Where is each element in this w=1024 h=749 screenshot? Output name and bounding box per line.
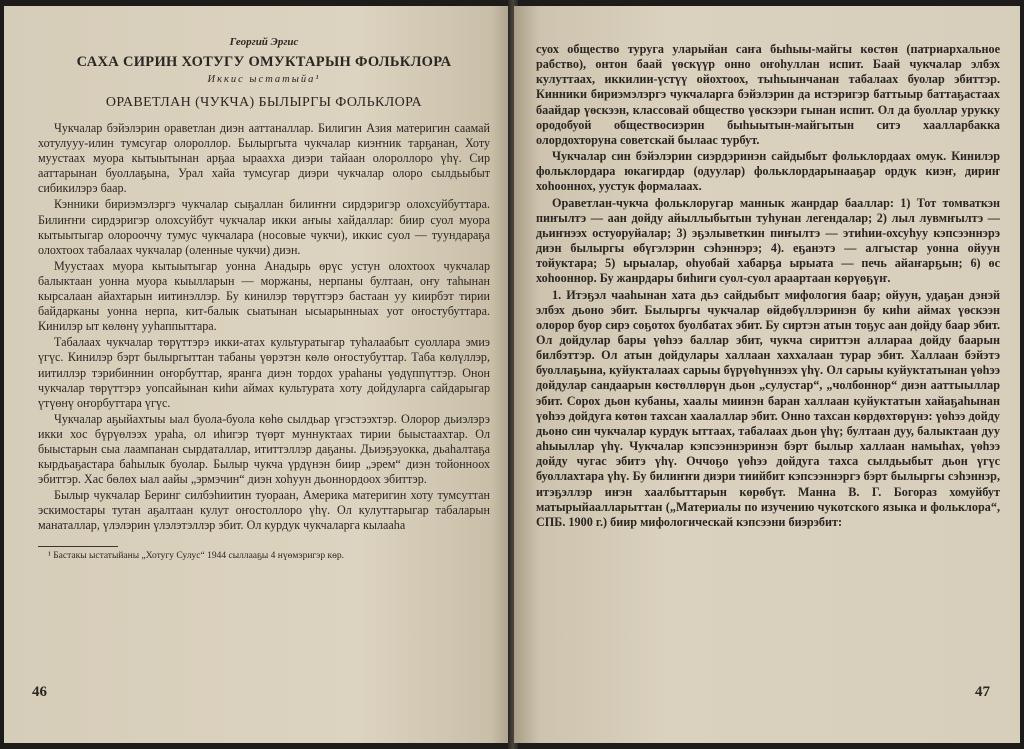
- page-number: 46: [32, 684, 47, 700]
- footnote-divider: [38, 546, 118, 547]
- paragraph: Чукчалар аҕыйахтыы ыал буола-буола көһө сылдьар үгэстээхтэр. Олорор дьиэлэрэ икки хос бүрүөлээх ураһа, ол иһигэр түөрт муннуктаах тирии быыстаахтар. Ол быыстарын сыа лаампанан сырдаталлар, ититтэллэр даҕаны. Дьиэҕэуокка, дьаһалтаҕа кырдьаҕастара баһылык буолар. Былыр чукча үрдүнэн бииp „эрем“ диэн тойонноох эбиттэр. Хас бөлөх ыал аайы „эрмэчин“ диэн хоһуун дьоннордоох эбиттэр.: [38, 411, 490, 487]
- author-name: Георгий Эргис: [229, 36, 299, 48]
- paragraph: Былыр чукчалар Беринг силбэһиитин туораан, Америка материгин хоту тумсуттан эскимостары тутан аҕалтаан кулут оҥостоллоро үһү. Ол кулуттарыгар табаларын манаталлар, үлэлэрин үлэлэтэллэр эбит. Ол курдук чукчаларга кылааһа: [38, 488, 490, 533]
- paragraph: суох общество туруга уларыйан саҥа быһыы-майгы көстөн (патриархальное рабство), онтон баай үөскүүр онно оҥоһуллан испит. Баай чукчалар элбэх кулуттаах, иккилии-үстүү ойохтоох, тыһыынчанан табалаах буолар эбиттэр. Кинники бириэмэлэргэ чукчаларга бэйэлэрин да истэригэр баттыыр баттаҕастаах баайдар үөскээн, классовай общество үөскээри гынан испит. Ол да буоллар урукку ородобуой обществосиэрин быһыытын-майгытын ситэ хаалларбакка олордохторуна советскай былаас турбут.: [536, 42, 1000, 147]
- page-number: 47: [975, 684, 990, 700]
- paragraph: Кэнники бириэмэлэргэ чукчалар сыҕаллан билиҥҥи сирдэригэр олохсуйбуттара. Билиҥҥи сирдэригэр олохсуйбут чукчалар икки аҥыы хайдаллар: бииp суол муора кытыытыгар олорооччу тумус чукчалара (носовые чукчи), иккис суол — туундараҕа олохтоох табалаах чукчалар (оленные чукчи) диэн.: [38, 197, 490, 257]
- left-page: [4, 6, 512, 743]
- right-page: [514, 6, 1020, 743]
- paragraph: 1. Итэҕэл чааһынан хата дьэ сайдыбыт мифология баар; ойуун, удаҕан дэнэй элбэх дьоно эбит. Былыргы чукчалар өйдөбүллэринэн бу киһи аймах үөскээн олорор буор сирэ соҕотох буолбатах эбит. Бу сиртэн атын тоҕус аан дойду баар эбит. Ол дойдулар бары үөһээ баллар эбит, чукча сириттэн аллараа дойду баарын билбэттэр. Ол атын дойдулары халлаан хаххалаан турар эбит. Халлаан бэйэтэ буоллаҕына, куйукталаах сарыы бүрүөһүннээх үһү. Ол сарыы куйуктатынан үөһээ дойдулар сандаарын көстөллөрүн дьон „сулустар“, „чолбоннор“ диэн ааттыыллар эбит. Сорох дьон кубаны, хаалы миинэн баран халлаан куйуктатын хайаҕаһынан үөһээ дойдуга көтөн тахсан хаалаллар эбит. Онно тахсан көрдөхтөрүнэ: үөһээ дойду дьоно син чукчалар курдук ыттаах, табалаах дьон үһү; бултаан дуу, балыктаан дуу аһыыллар үһү. Чукчалар кэпсээннэринэн бэрт былыр халлаан намыһах, үөһээ дойду чугас эбитэ үһү. Оччоҕо үөһээ дойдуга тахса сылдьыбыт дьон үгүс буоллахтара үһү. Бу билиҥҥи диэри тиийбит кэпсээннэргэ бэрт былыргы сэһэннэр, итэҕэллэр иҥэн хаалбыттарын көрөбүт. Манна В. Г. Богораз хомуйбут матырыйаалларыттан („Материалы по изучению чукотского языка и фольклора“, СПБ. 1900 г.) бииp мифологическай кэпсээни биэрэбит:: [536, 287, 1000, 529]
- article-title: САХА СИРИН ХОТУГУ ОМУКТАРЫН ФОЛЬКЛОРА: [76, 54, 452, 70]
- paragraph: Муустаах муора кытыытыгар уонна Анадырь өрүс устун олохтоох чукчалар балыктаан уонна муора кыылларын — моржаны, нерпаны бултаан, оҥу таһынан кырсалаан айахтарын иитинэллэр. Бу кинилэр төрүттэрэ бастаан уу киирбэт тирии байдарканы уонна нерпа, кит-балык сыатынан ысыарынныах уот оҥостубуттара. Кинилэр ыт көлөнү ууһаппыттара.: [38, 258, 490, 334]
- paragraph: Табалаах чукчалар төрүттэрэ икки-атах культуратыгар туһалаабыт суоллара эмиэ үгүс. Кинилэр бэрт былыргыттан табаны үөрэтэн көлө оҥостубуттар. Таба көлүллэр, иитиллэр тэрибиннин оҥорбуттар, ярангa диэн тордох ураһаны үөдүппүттэр. Онон чукчалар төрүттэрэ уопсайынан киһи аймах культурата хоту дойдуларга сайдарыгар үтүөнү оҥорбуттара үгүс.: [38, 335, 490, 410]
- paragraph: Чукчалар син бэйэлэрин сиэрдэринэн сайдыбыт фольклордаах омук. Кинилэр фольклордара юкагирдар (одуулар) фольклордарынааҕар ордук киэҥ, дириҥ хоһооннох, уустук формалаах.: [536, 149, 1000, 194]
- section-heading: ОРАВЕТЛАН (ЧУКЧА) БЫЛЫРГЫ ФОЛЬКЛОРА: [105, 95, 423, 110]
- article-subtitle: Иккис ыстатыйа¹: [207, 74, 321, 85]
- footnote: ¹ Бастакы ыстатыйаны „Хотугу Сулус“ 1944 сыллааҕы 4 нүөмэригэр көр.: [48, 550, 344, 561]
- paragraph: Чукчалар бэйэлэрин ораветлан диэн ааттаналлар. Билигин Азия материгин саамай хотулууу-илин тумсугар олороллор. Былыргыта чукчалар киэҥник тарҕанан, Хоту муустаах муора кытыытынан арҕаа ыраахха диэри тайаан олороллоро үһү. Сир ааттарынан буоллаҕына, Урал хайа тумсугар диэри чукчалар олоро сылдьыбыт сибикилэрэ баар.: [38, 121, 490, 196]
- paragraph: Ораветлан-чукча фольклоругар маннык жанрдар бааллар: 1) Тот томваткэн пиҥылтэ — аан дойду айыллыбытын туһунан легендалар; 2) лыл лувмҥылтэ — дьиҥнээх остуоруйалар; 3) эҕэлыветкин пиҥылтэ — этиһии-охсуһуу кэпсээннэрэ диэн былыргы өбүгэлэрин сэһэннэрэ; 4). еҕанэтэ — алгыстар уонна ойуун тойуктара; 5) ырыалар, оһуобай хабарҕа ырыата — печь айаҥарҕын; 6) өс хоһооннор. Бу жанрдары биһиги суол-суол араартаан көрүөҕүҥ.: [536, 195, 1000, 286]
